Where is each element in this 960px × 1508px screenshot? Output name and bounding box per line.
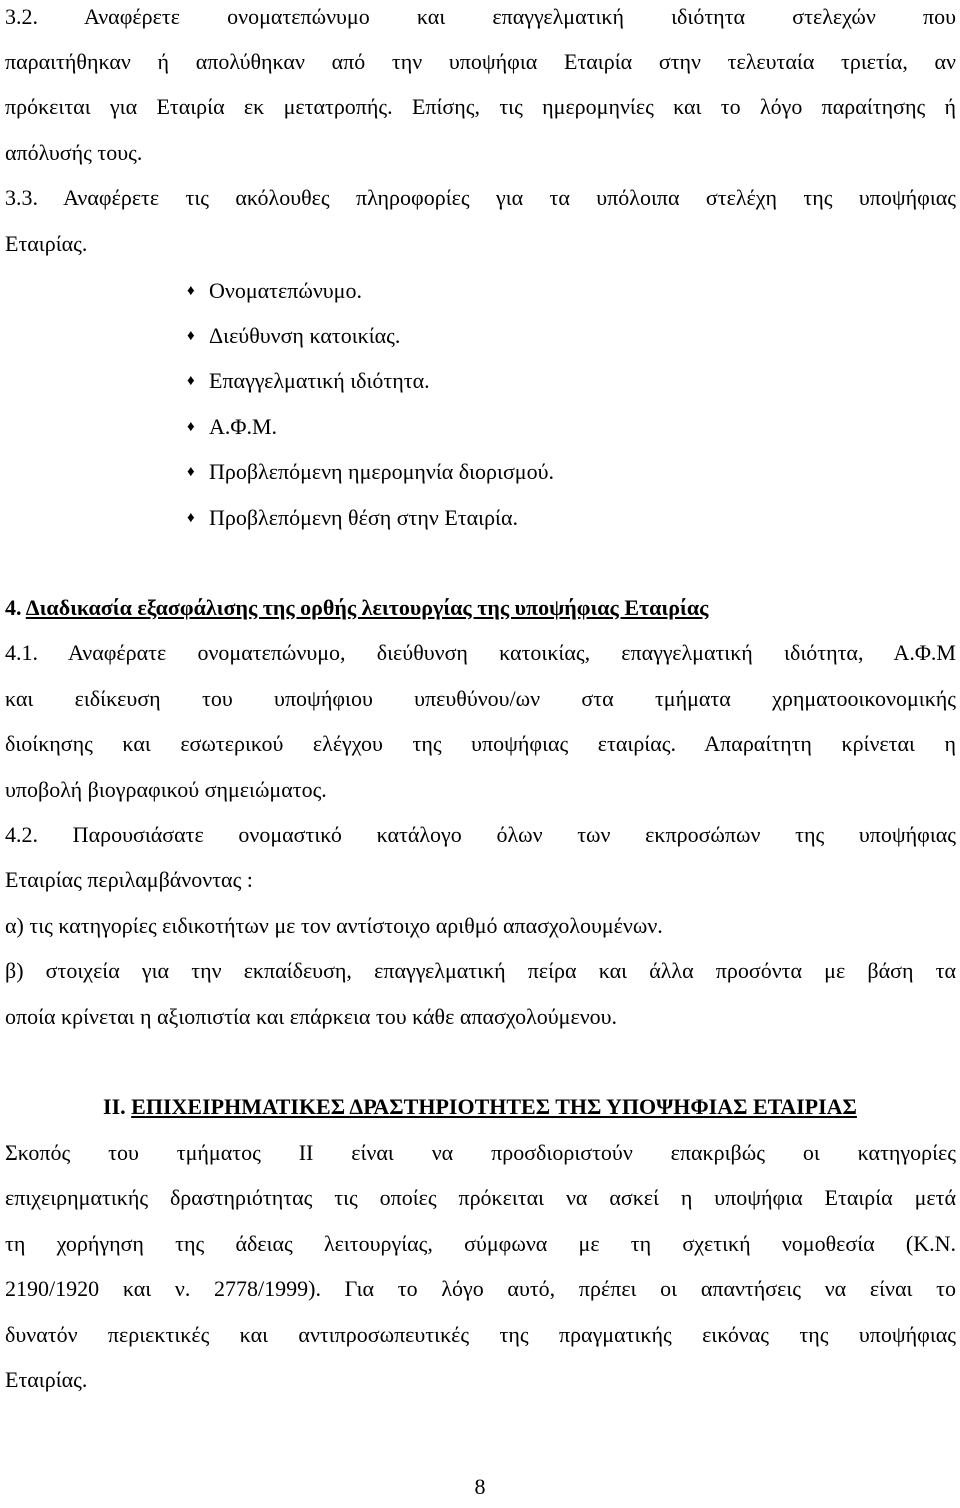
list-item	[187, 416, 277, 438]
paragraph-4-2-line-4: β) στοιχεία για την εκπαίδευση, επαγγελματική πείρα και άλλα προσόντα με βάση τα	[5, 958, 956, 983]
part-2-text-line-4: 2190/1920 και ν. 2778/1999). Για το λόγο αυτό, πρέπει οι απαντήσεις να είναι το	[5, 1276, 956, 1301]
diamond-bullet-icon: ♦	[187, 464, 195, 480]
paragraph-3-2-line-3: πρόκειται για Εταιρία εκ μετατροπής. Επίσης, τις ημερομηνίες και το λόγο παραίτησης ή	[5, 94, 956, 119]
paragraph-3-2-line-2: παραιτήθηκαν ή απολύθηκαν από την υποψήφια Εταιρία στην τελευταία τριετία, αν	[5, 49, 956, 74]
page-number: 8	[474, 1474, 486, 1499]
list-item-text: Επαγγελματική ιδιότητα.	[209, 368, 430, 393]
paragraph-4-2-line-5: οποία κρίνεται η αξιοπιστία και επάρκεια του κάθε απασχολούμενου.	[5, 1004, 618, 1029]
list-item-text: Προβλεπόμενη ημερομηνία διορισμού.	[209, 459, 554, 484]
part-title: ΕΠΙΧΕΙΡΗΜΑΤΙΚΕΣ ΔΡΑΣΤΗΡΙΟΤΗΤΕΣ ΤΗΣ ΥΠΟΨΗΦΙΑΣ ΕΤΑΙΡΙΑΣ	[131, 1094, 857, 1119]
list-item-text: Διεύθυνση κατοικίας.	[209, 323, 401, 348]
diamond-bullet-icon: ♦	[187, 328, 195, 344]
paragraph-4-1-line-1: 4.1. Αναφέρατε ονοματεπώνυμο, διεύθυνση κατοικίας, επαγγελματική ιδιότητα, Α.Φ.Μ	[5, 640, 956, 665]
part-2-text-line-3: τη χορήγηση της άδειας λειτουργίας, σύμφωνα με τη σχετική νομοθεσία (Κ.Ν.	[5, 1231, 956, 1256]
part-2-text-line-5: δυνατόν περιεκτικές και αντιπροσωπευτικές της πραγματικής εικόνας της υποψήφιας	[5, 1322, 956, 1347]
part-2-heading	[0, 1096, 960, 1118]
paragraph-3-3-line-1: 3.3. Αναφέρετε τις ακόλουθες πληροφορίες για τα υπόλοιπα στελέχη της υποψήφιας	[5, 185, 956, 210]
paragraph-4-2-line-2: Εταιρίας περιλαμβάνοντας :	[5, 867, 253, 892]
diamond-bullet-icon: ♦	[187, 283, 195, 299]
section-title: Διαδικασία εξασφάλισης της ορθής λειτουργίας της υποψήφιας Εταιρίας	[25, 595, 709, 620]
list-item-text: Α.Φ.Μ.	[209, 414, 278, 439]
part-2-text-line-6: Εταιρίας.	[5, 1367, 88, 1392]
part-number: II.	[103, 1094, 126, 1119]
paragraph-4-2-line-1: 4.2. Παρουσιάσατε ονομαστικό κατάλογο όλων των εκπροσώπων της υποψήφιας	[5, 822, 956, 847]
list-item	[187, 325, 400, 347]
paragraph-4-2-line-3: α) τις κατηγορίες ειδικοτήτων με τον αντίστοιχο αριθμό απασχολουμένων.	[5, 913, 663, 938]
list-item-text: Προβλεπόμενη θέση στην Εταιρία.	[209, 505, 518, 530]
paragraph-3-2-line-4: απόλυσής τους.	[5, 140, 143, 165]
diamond-bullet-icon: ♦	[187, 510, 195, 526]
paragraph-3-3-line-2: Εταιρίας.	[5, 231, 88, 256]
section-4-heading	[5, 597, 956, 619]
list-item	[187, 280, 362, 302]
part-2-text-line-2: επιχειρηματικής δραστηριότητας τις οποίες πρόκειται να ασκεί η υποψήφια Εταιρία μετά	[5, 1185, 956, 1210]
diamond-bullet-icon: ♦	[187, 419, 195, 435]
section-number: 4.	[5, 595, 22, 620]
list-item	[187, 461, 554, 483]
paragraph-4-1-line-3: διοίκησης και εσωτερικού ελέγχου της υποψήφιας εταιρίας. Απαραίτητη κρίνεται η	[5, 731, 956, 756]
list-item	[187, 370, 430, 392]
part-2-text-line-1: Σκοπός του τμήματος ΙΙ είναι να προσδιοριστούν επακριβώς οι κατηγορίες	[5, 1140, 956, 1165]
list-item-text: Ονοματεπώνυμο.	[209, 278, 362, 303]
paragraph-3-2-line-1: 3.2. Αναφέρετε ονοματεπώνυμο και επαγγελματική ιδιότητα στελεχών που	[5, 4, 956, 29]
paragraph-4-1-line-4: υποβολή βιογραφικού σημειώματος.	[5, 777, 327, 802]
diamond-bullet-icon: ♦	[187, 373, 195, 389]
list-item	[187, 507, 518, 529]
paragraph-4-1-line-2: και ειδίκευση του υποψήφιου υπευθύνου/ων στα τμήματα χρηματοοικονομικής	[5, 686, 956, 711]
